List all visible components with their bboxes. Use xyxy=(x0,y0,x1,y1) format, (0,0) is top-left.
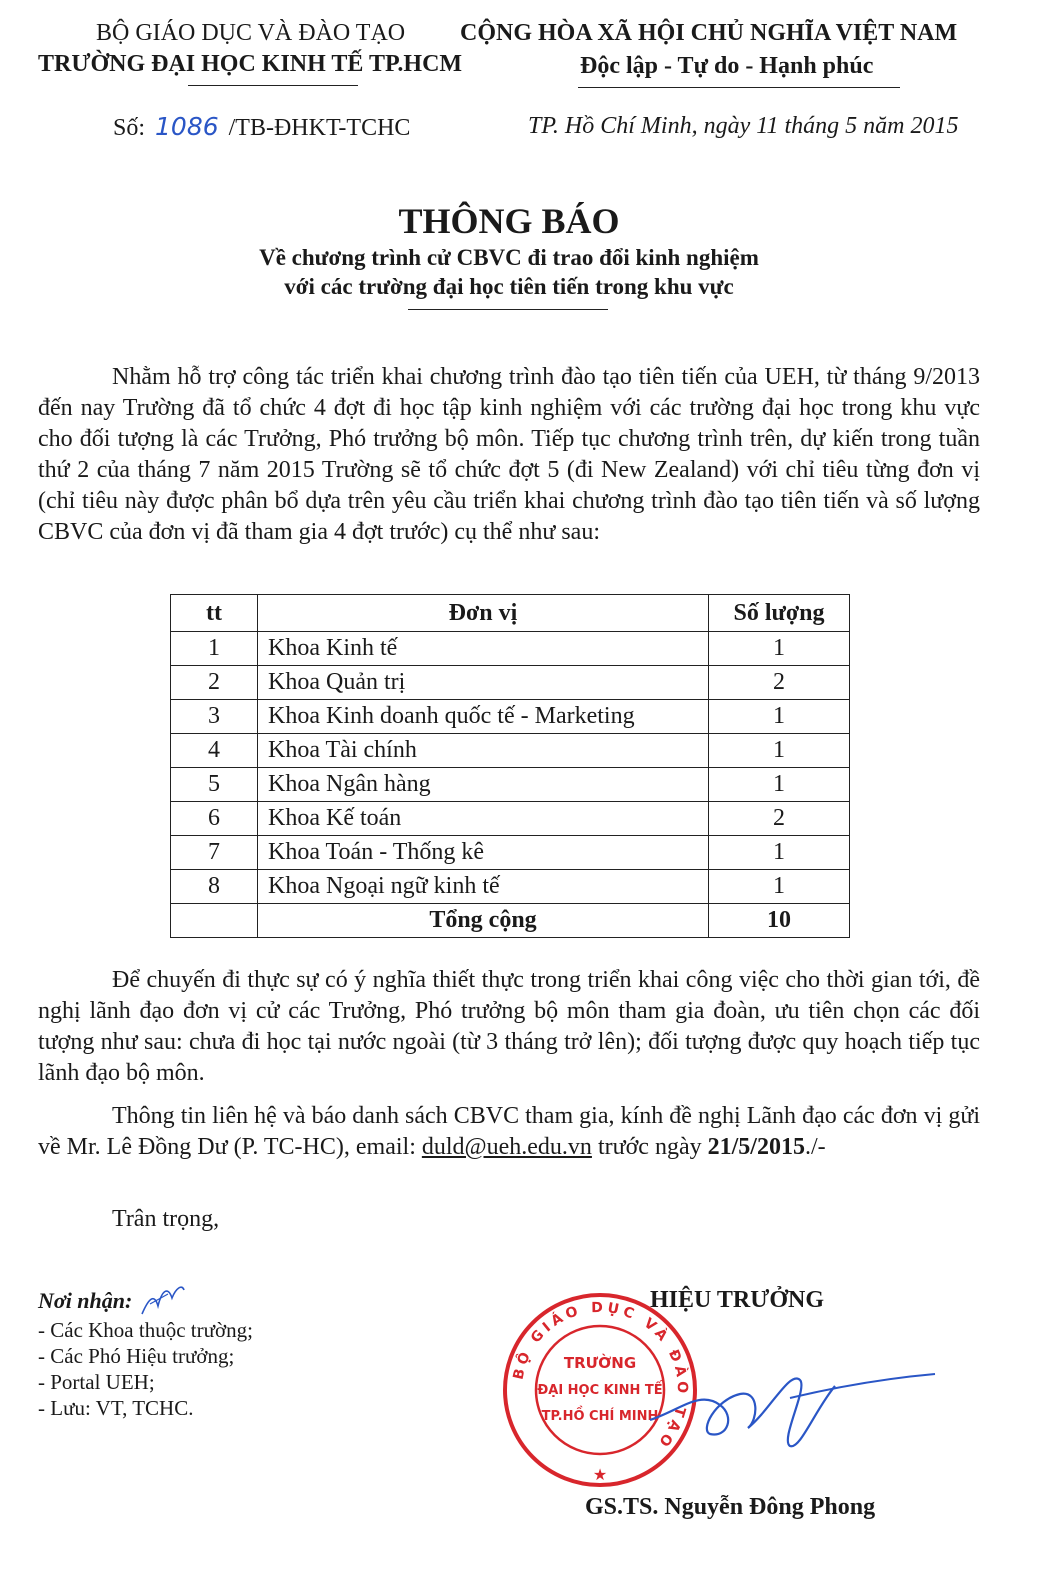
doc-no-label: Số: xyxy=(113,115,146,141)
header-quantity: Số lượng xyxy=(709,595,850,632)
row-quantity: 1 xyxy=(709,632,850,666)
table-row xyxy=(171,666,850,700)
signer-role: HIỆU TRƯỞNG xyxy=(650,1287,825,1313)
table-row xyxy=(171,632,850,666)
doc-no-suffix: /TB-ĐHKT-TCHC xyxy=(228,115,411,141)
recipient-item: - Các Khoa thuộc trường; xyxy=(38,1318,253,1342)
row-unit: Khoa Quản trị xyxy=(258,666,709,700)
allocation-table xyxy=(170,594,850,938)
seal-outer-text: BỘ GIÁO DỤC VÀ ĐÀO TẠO xyxy=(510,1299,691,1453)
recipients-title: Nơi nhận: xyxy=(38,1288,133,1313)
seal-line-1: TRƯỜNG xyxy=(563,1354,637,1372)
row-quantity: 1 xyxy=(709,734,850,768)
signer-name: GS.TS. Nguyễn Đông Phong xyxy=(585,1494,876,1520)
row-quantity: 2 xyxy=(709,666,850,700)
table-row xyxy=(171,768,850,802)
body-paragraph-1 xyxy=(38,362,980,548)
row-unit: Khoa Kinh doanh quốc tế - Marketing xyxy=(258,700,709,734)
national-motto: Độc lập - Tự do - Hạnh phúc xyxy=(580,53,874,79)
row-tt: 4 xyxy=(171,734,258,768)
paragraph-1-text: Nhằm hỗ trợ công tác triển khai chương trình đào tạo tiên tiến của UEH, từ tháng 9/2013 đến nay Trường đã tổ chức 4 đợt đi học tập kinh nghiệm với các trường đại học trong khu vực cho đối tượng là các Trưởng, Phó trưởng bộ môn. Tiếp tục chương trình trên, dự kiến trong tuần thứ 2 của tháng 7 năm 2015 Trường sẽ tổ chức đợt 5 (đi New Zealand) với chỉ tiêu từng đơn vị (chỉ tiêu này được phân bổ dựa trên yêu cầu triển khai chương trình đào tạo tiên tiến và số lượng CBVC của đơn vị đã tham gia 4 đợt trước) cụ thể như sau: xyxy=(38,364,980,545)
recipient-item: - Lưu: VT, TCHC. xyxy=(38,1396,194,1420)
row-tt: 8 xyxy=(171,870,258,904)
row-unit: Khoa Toán - Thống kê xyxy=(258,836,709,870)
recipient-item: - Các Phó Hiệu trưởng; xyxy=(38,1344,235,1368)
row-tt: 1 xyxy=(171,632,258,666)
motto-underline xyxy=(578,87,900,88)
row-quantity: 2 xyxy=(709,802,850,836)
notice-subtitle-line2: với các trường đại học tiên tiến trong khu vực xyxy=(284,274,734,299)
table-header-row xyxy=(171,595,850,632)
header-unit: Đơn vị xyxy=(258,595,709,632)
total-label: Tổng cộng xyxy=(258,904,709,938)
paragraph-3-text xyxy=(38,1101,980,1163)
deadline-date: 21/5/2015 xyxy=(707,1134,805,1160)
handwritten-initial-mark xyxy=(138,1280,188,1320)
republic-name: CỘNG HÒA XÃ HỘI CHỦ NGHĨA VIỆT NAM xyxy=(460,20,958,46)
seal-line-3: TP.HỒ CHÍ MINH xyxy=(541,1409,659,1424)
ministry-name: BỘ GIÁO DỤC VÀ ĐÀO TẠO xyxy=(96,20,406,46)
handwritten-signature xyxy=(640,1350,940,1460)
row-unit: Khoa Kinh tế xyxy=(258,632,709,666)
table-row xyxy=(171,700,850,734)
total-value: 10 xyxy=(709,904,850,938)
row-tt: 6 xyxy=(171,802,258,836)
doc-no-handwritten: 1086 xyxy=(155,112,219,141)
table-row xyxy=(171,802,850,836)
title-underline xyxy=(408,309,608,310)
contact-email-link[interactable]: duld@ueh.edu.vn xyxy=(421,1134,592,1160)
paragraph-3-part-b: trước ngày xyxy=(591,1134,708,1160)
row-tt: 7 xyxy=(171,836,258,870)
row-tt: 5 xyxy=(171,768,258,802)
row-quantity: 1 xyxy=(709,870,850,904)
university-underline xyxy=(188,85,358,86)
closing-text: Trân trọng, xyxy=(112,1206,220,1232)
paragraph-2-text: Để chuyến đi thực sự có ý nghĩa thiết thực trong triển khai công việc cho thời gian tới, đề nghị lãnh đạo đơn vị cử các Trưởng, Phó trưởng bộ môn tham gia đoàn, ưu tiên chọn các đối tượng như sau: chưa đi học tại nước ngoài (từ 3 tháng trở lên); đối tượng được quy hoạch tiếp tục lãnh đạo bộ môn. xyxy=(38,967,980,1086)
header-tt: tt xyxy=(171,595,258,632)
table-row xyxy=(171,734,850,768)
table-row xyxy=(171,836,850,870)
seal-star-icon: ★ xyxy=(592,1467,608,1484)
row-quantity: 1 xyxy=(709,768,850,802)
body-paragraph-2 xyxy=(38,965,980,1089)
row-unit: Khoa Tài chính xyxy=(258,734,709,768)
table-total-row xyxy=(171,904,850,938)
body-paragraph-3 xyxy=(38,1101,980,1163)
paragraph-3-part-c: ./- xyxy=(804,1134,826,1160)
row-unit: Khoa Ngoại ngữ kinh tế xyxy=(258,870,709,904)
seal-line-2: ĐẠI HỌC KINH TẾ xyxy=(537,1383,663,1398)
row-quantity: 1 xyxy=(709,836,850,870)
place-date: TP. Hồ Chí Minh, ngày 11 tháng 5 năm 2015 xyxy=(528,113,959,139)
row-quantity: 1 xyxy=(709,700,850,734)
paragraph-3-part-a: Thông tin liên hệ và báo danh sách CBVC tham gia, kính đề nghị Lãnh đạo các đơn vị gửi về Mr. Lê Đồng Dư (P. TC-HC), email: xyxy=(38,1103,980,1160)
university-name: TRƯỜNG ĐẠI HỌC KINH TẾ TP.HCM xyxy=(38,51,463,77)
row-unit: Khoa Kế toán xyxy=(258,802,709,836)
notice-subtitle-line1: Về chương trình cử CBVC đi trao đổi kinh nghiệm xyxy=(259,245,759,270)
table-row xyxy=(171,870,850,904)
row-unit: Khoa Ngân hàng xyxy=(258,768,709,802)
document-number xyxy=(113,112,410,142)
row-tt: 2 xyxy=(171,666,258,700)
row-tt: 3 xyxy=(171,700,258,734)
total-empty-cell xyxy=(171,904,258,938)
recipient-item: - Portal UEH; xyxy=(38,1370,155,1394)
notice-title: THÔNG BÁO xyxy=(398,201,620,241)
